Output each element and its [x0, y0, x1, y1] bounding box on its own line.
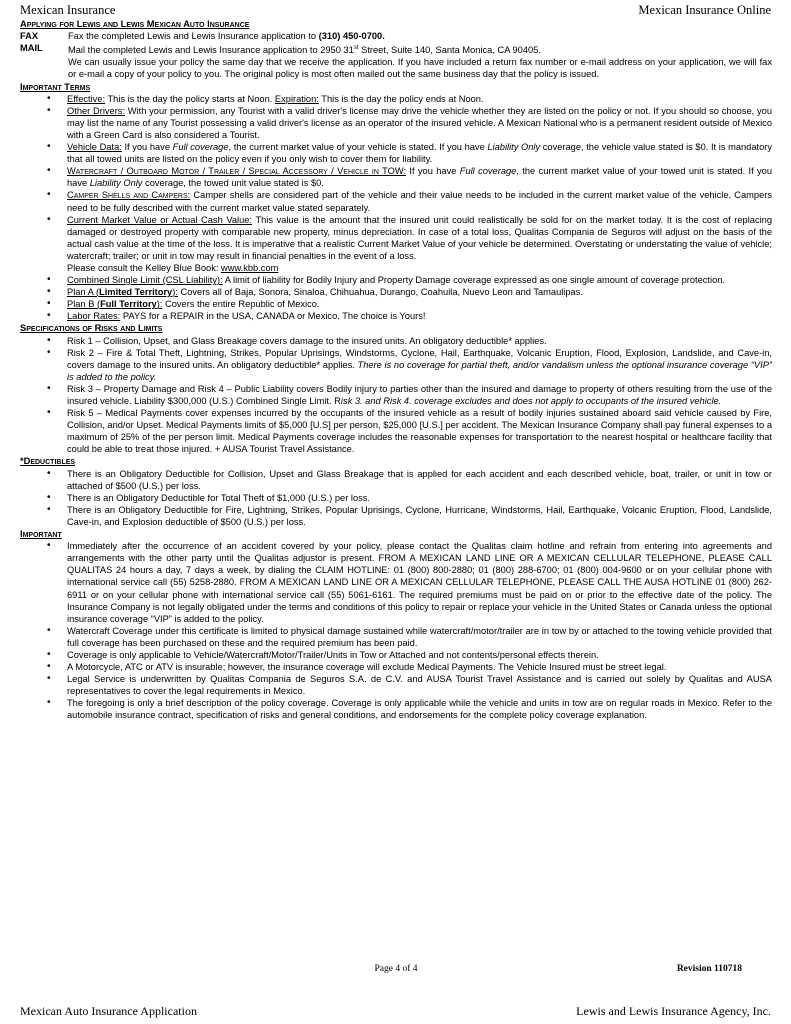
term-plan-a: • Plan A (Limited Territory): Covers all of Baja, Sonora, Sinaloa, Chihuahua, Durango, Coahuila, Nuevo Leon and Tamaulipas.	[20, 286, 772, 298]
specs-heading: Specifications of Risks and Limits	[20, 323, 163, 334]
page-footer	[20, 1004, 771, 1020]
important-claims: • Immediately after the occurrence of an accident covered by your policy, please contact the Qualitas claim hotline and refrain from entering into agreements and arrangements with the other party until the Qualitas adjustor is present. FROM A MEXICAN LAND LINE OR A MEXICAN CELLULAR TELEPHONE, PLEASE CALL QUALITAS 24 hours a day, 7 days a week, by dialing the CLAIM HOTLINE: 01 (800) 800-2880; 01 (800) 288-6700; 01 (800) 004-9600 or on your cellular phone with international service call (55) 5258-2880. FROM A MEXICAN LAND LINE OR A MEXICAN CELLULAR TELEPHONE, PLEASE CALL THE AUSA HOTLINE 01 (800) 262-6911 or on your cellular phone with international service call (55) 5061-6161. The required premiums must be paid on or prior to the effective date of the policy. The Insurance Company is not legally obligated under the terms and conditions of this policy to repair or replace your vehicle in the United States or Canada unless the optional insurance coverage “VIP” is added to the policy.	[20, 540, 772, 625]
risk-5: • Risk 5 – Medical Payments cover expenses incurred by the occupants of the insured vehicle as a result of bodily injuries sustained aboard said vehicle caused by Fire, Collision, and/or Upset. Medical Payments limits of $5,000 [U.S] per person, $25,000 [U.S.] per accident. The Mexican Insurance Company shall pay funeral expenses to a maximum of 25% of the per person limit. Medical Payments coverage includes the reasonable expenses for transportation to the nearest hospital or healthcare facility that could be able to treat those injured. + AUSA Tourist Travel Assistance.	[20, 407, 772, 455]
important-foregoing: • The foregoing is only a brief description of the policy coverage. Coverage is only applicable while the vehicle and units in tow are on regular roads in Mexico. Refer to the automobile insurance contract, specification of risks and general conditions, and endorsements for the complete policy coverage explanation.	[20, 697, 772, 721]
footer-left: Mexican Auto Insurance Application	[20, 1004, 197, 1018]
term-other-drivers: • Other Drivers: With your permission, any Tourist with a valid driver's license may drive the vehicle whether they are listed on the policy or not. If you should so choose, you may list the name of any Tourist possessing a valid driver's license as an operator of the insured vehicle. A Mexican National who is a permanent resident outside of Mexico with a Green Card is also considered a Tourist.	[20, 105, 772, 141]
page-number: Page 4 of 4	[374, 964, 418, 974]
header-left: Mexican Insurance	[20, 3, 116, 17]
revision: Revision 110718	[676, 964, 742, 974]
important-heading: Important	[20, 529, 62, 540]
applying-heading: Applying for Lewis and Lewis Mexican Auto Insurance	[20, 19, 250, 29]
deductibles-heading: *Deductibles	[20, 456, 76, 467]
important-coverage: • Coverage is only applicable to Vehicle/Watercraft/Motor/Trailer/Units in Tow or Attached and not contents/personal effects therein.	[20, 649, 772, 661]
term-plan-b: • Plan B (Full Territory): Covers the entire Republic of Mexico.	[20, 298, 772, 310]
term-vehicle-data: • Vehicle Data: If you have Full coverage, the current market value of your vehicle is stated. If you have Liability Only coverage, the vehicle value stated is $0. It is mandatory that all towed units are listed on the policy even if you only wish to cover them for liability.	[20, 141, 772, 165]
footer-right: Lewis and Lewis Insurance Agency, Inc.	[576, 1004, 771, 1018]
deductible-theft: • There is an Obligatory Deductible for Total Theft of $1,000 (U.S.) per loss.	[20, 492, 772, 504]
term-market-value: • Current Market Value or Actual Cash Value: This value is the amount that the insured unit could realistically be sold for on the market today. It is the cost of replacing damaged or destroyed property with comparable new property, minus depreciation. In case of a total loss, Qualitas Compania de Seguros will adjust on the basis of the actual cash value at the time of the loss. It is imperative that a realistic Current Market Value of your vehicle be determined. Overstating or understating the value of vehicle; watercraft; trailer; or unit in tow may result in financial penalties in the event of a loss.	[20, 214, 772, 262]
fax-row	[20, 30, 772, 42]
mail-label: MAIL	[20, 43, 43, 54]
important-watercraft: • Watercraft Coverage under this certificate is limited to physical damage sustained while watercraft/motor/trailer are in tow by or attached to the towing vehicle provided that full coverage has been purchased on these and the required premium has been paid.	[20, 625, 772, 649]
terms-list-2	[20, 274, 772, 322]
deductibles-list	[20, 468, 772, 528]
risk-3-4: • Risk 3 – Property Damage and Risk 4 – Public Liability covers Bodily injury to parties other than the insured and damage to property of others resulting from the use of the insured vehicle. Liability $300,000 (U.S.) Combined Single Limit. Risk 3. and Risk 4. coverage excludes and does not apply to occupants of the insured vehicle.	[20, 383, 772, 407]
important-legal: • Legal Service is underwritten by Qualitas Compania de Seguros S.A. de C.V. and AUSA Tourist Travel Assistance and is carried out solely by Qualitas and AUSA representatives to cover the legal requirements in Mexico.	[20, 673, 772, 697]
term-effective: • Effective: This is the day the policy starts at Noon. Expiration: This is the day the policy ends at Noon.	[20, 93, 772, 105]
fax-text: Fax the completed Lewis and Lewis Insurance application to (310) 450-0700.	[68, 31, 385, 42]
header-right: Mexican Insurance Online	[638, 3, 771, 17]
mail-row	[20, 42, 772, 56]
page-info	[20, 964, 772, 978]
mail-text: Mail the completed Lewis and Lewis Insurance application to 2950 31st Street, Suite 140, Santa Monica, CA 90405.	[68, 45, 541, 56]
term-watercraft: • Watercraft / Outboard Motor / Trailer / Special Accessory / Vehicle in TOW: If you have Full coverage, the current market value of your towed unit is stated. If you have Liability Only coverage, the towed unit value stated is $0.	[20, 165, 772, 189]
term-labor-rates: • Labor Rates: PAYS for a REPAIR in the USA, CANADA or Mexico. The choice is Yours!	[20, 310, 772, 322]
important-motorcycle: • A Motorcycle, ATC or ATV is insurable; however, the insurance coverage will exclude Medical Payments. The Vehicle Insured must be street legal.	[20, 661, 772, 673]
risk-1: • Risk 1 – Collision, Upset, and Glass Breakage covers damage to the insured units. An obligatory deductible* applies.	[20, 335, 772, 347]
issue-note: We can usually issue your policy the same day that we receive the application. If you have included a return fax number or e-mail address on your application, we will fax or e-mail a copy of your policy to you. The original policy is most often mailed out the same business day that the policy is issued.	[68, 57, 772, 80]
deductible-fire: • There is an Obligatory Deductible for Fire, Lightning, Strikes, Popular Uprisings, Cyclone, Hurricane, Windstorms, Hail, Earthquake, Volcanic Eruption, Flood, Landslide, Cave-in, and Explosion deductible of $500 (U.S.) per loss.	[20, 504, 772, 528]
terms-list	[20, 93, 772, 262]
specs-list	[20, 335, 772, 456]
risk-2: • Risk 2 – Fire & Total Theft, Lightning, Strikes, Popular Uprisings, Windstorms, Cyclone, Hail, Earthquake, Volcanic Eruption, Flood, Explosion, Landslide, and Cave-in, covers damage to the insured units. An obligatory deductible* applies. There is no coverage for partial theft, and/or vandalism unless the optional insurance coverage “VIP” is added to the policy.	[20, 347, 772, 383]
kbb-link[interactable]: www.kbb.com	[221, 262, 279, 273]
fax-label: FAX	[20, 31, 39, 42]
term-camper: • Camper Shells and Campers: Camper shells are considered part of the vehicle and their value needs to be included in the current market value of the vehicle. Campers need to be fully described with the current market value stated separately.	[20, 189, 772, 213]
document-body	[20, 18, 772, 722]
terms-heading: Important Terms	[20, 81, 91, 92]
deductible-collision: • There is an Obligatory Deductible for Collision, Upset and Glass Breakage that is applied for each accident and each described vehicle, boat, trailer, or unit in tow or attached of $500 (U.S.) per loss.	[20, 468, 772, 492]
kbb-line: Please consult the Kelley Blue Book: www.kbb.com	[67, 262, 279, 273]
important-list	[20, 540, 772, 721]
page-header	[20, 3, 771, 19]
term-csl: • Combined Single Limit (CSL Liability): A limit of liability for Bodily Injury and Property Damage coverage expressed as one single amount of coverage protection.	[20, 274, 772, 286]
fax-number: (310) 450-0700.	[318, 31, 385, 42]
